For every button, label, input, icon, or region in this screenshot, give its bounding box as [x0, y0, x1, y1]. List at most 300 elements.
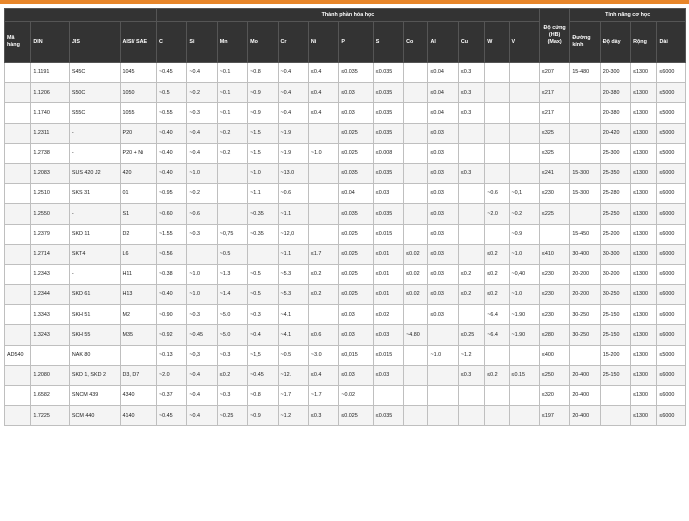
table-cell: [485, 63, 509, 83]
table-cell: 30-250: [570, 305, 600, 325]
table-cell: ~0.2: [509, 204, 539, 224]
table-cell: ~0.6: [278, 184, 308, 204]
table-cell: ~1.0: [509, 244, 539, 264]
table-cell: ~1.0: [187, 163, 217, 183]
table-cell: ~0.45: [156, 63, 186, 83]
table-cell: ≤0.3: [458, 83, 484, 103]
table-cell: ≤230: [539, 264, 569, 284]
col-element: W: [485, 22, 509, 63]
table-cell: ≤1300: [631, 63, 657, 83]
table-row: [5, 123, 686, 143]
table-cell: 1.2083: [31, 163, 70, 183]
table-row: [5, 244, 686, 264]
table-cell: ~0.60: [156, 204, 186, 224]
table-cell: [187, 244, 217, 264]
table-cell: [5, 406, 31, 426]
table-cell: [570, 83, 600, 103]
table-cell: 1.2343: [31, 264, 70, 284]
table-cell: ~0.90: [156, 305, 186, 325]
table-cell: ≤0.03: [339, 325, 373, 345]
table-cell: ≤6000: [657, 285, 686, 305]
table-cell: 4140: [120, 406, 156, 426]
table-row: [5, 103, 686, 123]
table-cell: 1.2344: [31, 285, 70, 305]
table-cell: ~1.0: [509, 285, 539, 305]
table-cell: 1.7225: [31, 406, 70, 426]
table-cell: [5, 264, 31, 284]
table-cell: ≤1300: [631, 143, 657, 163]
table-cell: ≤0.015: [373, 345, 403, 365]
table-cell: 30-200: [600, 264, 630, 284]
table-cell: ~0.40: [156, 143, 186, 163]
table-cell: [404, 204, 428, 224]
table-cell: SKH 55: [69, 325, 120, 345]
table-cell: [458, 184, 484, 204]
table-cell: 1.1206: [31, 83, 70, 103]
table-cell: M2: [120, 305, 156, 325]
table-cell: ~0.3: [217, 345, 247, 365]
table-row: [5, 63, 686, 83]
table-row: [5, 143, 686, 163]
table-cell: ≤0.2: [458, 285, 484, 305]
table-cell: S1: [120, 204, 156, 224]
table-cell: [509, 63, 539, 83]
table-header: [5, 9, 686, 63]
table-cell: ~0.3: [187, 305, 217, 325]
table-cell: 25-150: [600, 325, 630, 345]
table-cell: ≤0.04: [428, 83, 458, 103]
table-cell: ≤197: [539, 406, 569, 426]
table-cell: ≤230: [539, 285, 569, 305]
table-cell: [5, 285, 31, 305]
table-cell: ≤0.035: [339, 63, 373, 83]
table-row: [5, 345, 686, 365]
table-cell: ~0.35: [248, 204, 278, 224]
table-cell: ≤0.03: [373, 365, 403, 385]
table-cell: SKS 31: [69, 184, 120, 204]
table-cell: NAK 80: [69, 345, 120, 365]
table-cell: [458, 305, 484, 325]
table-cell: AD540: [5, 345, 31, 365]
table-cell: ~0.4: [187, 386, 217, 406]
table-row: [5, 406, 686, 426]
table-cell: ~1.2: [278, 406, 308, 426]
table-cell: ~1.9: [278, 143, 308, 163]
table-cell: [458, 224, 484, 244]
table-cell: ≤0.03: [373, 184, 403, 204]
table-cell: ≤0.03: [428, 244, 458, 264]
table-cell: [600, 406, 630, 426]
table-cell: ≤0.035: [373, 83, 403, 103]
table-cell: 20-300: [600, 63, 630, 83]
table-cell: ≤0.01: [373, 285, 403, 305]
table-cell: ~0,3: [187, 345, 217, 365]
table-cell: [428, 365, 458, 385]
table-cell: ≤6000: [657, 224, 686, 244]
table-cell: ≤1300: [631, 305, 657, 325]
table-cell: ≤241: [539, 163, 569, 183]
table-cell: ~0.4: [187, 123, 217, 143]
table-cell: 1.6582: [31, 386, 70, 406]
table-cell: ≤0.4: [308, 63, 338, 83]
table-cell: ~0.40: [156, 123, 186, 143]
table-cell: ≤0.01: [373, 244, 403, 264]
table-cell: 20-200: [570, 285, 600, 305]
table-cell: 15-200: [600, 345, 630, 365]
table-cell: S45C: [69, 63, 120, 83]
table-cell: 1.2080: [31, 365, 70, 385]
table-cell: [600, 386, 630, 406]
table-cell: ≤0.3: [458, 63, 484, 83]
table-cell: ~0.2: [187, 83, 217, 103]
table-cell: 420: [120, 163, 156, 183]
table-cell: [404, 365, 428, 385]
table-cell: ~6.4: [485, 305, 509, 325]
table-cell: ≤6000: [657, 184, 686, 204]
table-cell: ~0.5: [248, 285, 278, 305]
table-cell: ~1.5: [248, 143, 278, 163]
table-cell: [509, 143, 539, 163]
table-cell: SNCM 439: [69, 386, 120, 406]
table-cell: [458, 204, 484, 224]
col-diameter: Đường kính: [570, 22, 600, 63]
table-cell: ≤0.025: [339, 285, 373, 305]
table-cell: [485, 345, 509, 365]
table-cell: 20-380: [600, 83, 630, 103]
table-cell: 30-400: [570, 244, 600, 264]
table-cell: ≤325: [539, 123, 569, 143]
table-cell: [539, 224, 569, 244]
table-cell: 25-150: [600, 365, 630, 385]
col-thickness: Độ dày: [600, 22, 630, 63]
table-cell: H11: [120, 264, 156, 284]
table-cell: SKH 51: [69, 305, 120, 325]
table-cell: ~5.3: [278, 264, 308, 284]
table-cell: ≤0.03: [428, 123, 458, 143]
table-cell: D3, D7: [120, 365, 156, 385]
table-cell: ≤320: [539, 386, 569, 406]
table-cell: 1045: [120, 63, 156, 83]
table-cell: [217, 184, 247, 204]
table-cell: ~0.5: [217, 244, 247, 264]
table-cell: ≤230: [539, 184, 569, 204]
table-cell: 1.2510: [31, 184, 70, 204]
table-cell: [458, 406, 484, 426]
table-cell: ~5.0: [217, 305, 247, 325]
table-cell: ≤0.035: [339, 163, 373, 183]
table-cell: ≤1300: [631, 204, 657, 224]
table-cell: [485, 386, 509, 406]
table-cell: [404, 406, 428, 426]
table-cell: ≤6000: [657, 386, 686, 406]
table-cell: ~0.2: [187, 184, 217, 204]
table-cell: ~0.4: [248, 325, 278, 345]
col-element: Ni: [308, 22, 338, 63]
table-cell: ≤0.03: [339, 305, 373, 325]
table-cell: [509, 406, 539, 426]
table-cell: [5, 386, 31, 406]
col-element: Cu: [458, 22, 484, 63]
table-cell: ≤0.3: [458, 103, 484, 123]
table-cell: ≤5000: [657, 123, 686, 143]
table-cell: ~0.2: [217, 123, 247, 143]
table-cell: S50C: [69, 83, 120, 103]
table-cell: ~0.8: [248, 386, 278, 406]
table-cell: [5, 163, 31, 183]
table-cell: ≤0.2: [485, 285, 509, 305]
table-cell: P20: [120, 123, 156, 143]
table-cell: ~0.45: [187, 325, 217, 345]
table-row: [5, 386, 686, 406]
table-cell: ~0.45: [248, 365, 278, 385]
table-cell: ~0.9: [248, 406, 278, 426]
table-cell: ~0.3: [217, 386, 247, 406]
table-cell: P20 + Ni: [120, 143, 156, 163]
table-cell: [458, 386, 484, 406]
table-cell: [509, 345, 539, 365]
table-cell: 1.2379: [31, 224, 70, 244]
table-cell: ~0.38: [156, 264, 186, 284]
table-cell: ~1.0: [187, 285, 217, 305]
table-cell: ≤6000: [657, 163, 686, 183]
table-cell: ≤0.04: [339, 184, 373, 204]
table-cell: [308, 163, 338, 183]
table-cell: ≤0.03: [428, 224, 458, 244]
table-cell: 01: [120, 184, 156, 204]
table-cell: ≤0.4: [308, 103, 338, 123]
table-cell: ~0.4: [187, 406, 217, 426]
table-cell: ≤0.3: [458, 163, 484, 183]
table-cell: ≤1.7: [308, 244, 338, 264]
table-cell: ~0.8: [248, 63, 278, 83]
table-cell: ~0.95: [156, 184, 186, 204]
steel-spec-table: [4, 8, 686, 426]
table-cell: ≤6000: [657, 305, 686, 325]
table-cell: [5, 83, 31, 103]
table-cell: [404, 63, 428, 83]
table-cell: ~1.90: [509, 325, 539, 345]
table-cell: ≤6000: [657, 406, 686, 426]
table-cell: 1.2550: [31, 204, 70, 224]
table-cell: ≤6000: [657, 204, 686, 224]
table-cell: ~4.1: [278, 325, 308, 345]
col-element: P: [339, 22, 373, 63]
table-cell: 20-400: [570, 406, 600, 426]
table-cell: 25-350: [600, 163, 630, 183]
table-cell: [485, 83, 509, 103]
table-cell: SCM 440: [69, 406, 120, 426]
table-cell: ~1.1: [248, 184, 278, 204]
table-cell: ~1,5: [248, 345, 278, 365]
table-cell: [5, 204, 31, 224]
table-cell: [217, 163, 247, 183]
table-cell: 25-250: [600, 204, 630, 224]
table-cell: -: [69, 204, 120, 224]
table-cell: ≤280: [539, 325, 569, 345]
table-cell: [5, 123, 31, 143]
table-cell: ≤217: [539, 103, 569, 123]
table-cell: ~5.0: [217, 325, 247, 345]
table-cell: [373, 386, 403, 406]
table-cell: [509, 163, 539, 183]
table-cell: ≤0.035: [373, 103, 403, 123]
table-cell: ≤6000: [657, 365, 686, 385]
table-cell: ≤6000: [657, 264, 686, 284]
table-cell: ~1.90: [509, 305, 539, 325]
table-cell: ≤0.04: [428, 103, 458, 123]
table-cell: ~1.3: [217, 264, 247, 284]
table-row: [5, 365, 686, 385]
table-cell: ≤0.03: [339, 365, 373, 385]
table-cell: ≤1300: [631, 325, 657, 345]
table-cell: ≤5000: [657, 83, 686, 103]
table-cell: ≤0.4: [308, 365, 338, 385]
table-cell: [120, 345, 156, 365]
table-cell: ~1.7: [278, 386, 308, 406]
table-cell: ≤0.03: [339, 83, 373, 103]
table-cell: ≤0.01: [373, 264, 403, 284]
col-element: Si: [187, 22, 217, 63]
table-cell: ~0.35: [248, 224, 278, 244]
table-cell: ≤0.008: [373, 143, 403, 163]
table-cell: [217, 204, 247, 224]
table-cell: ~0.3: [248, 305, 278, 325]
table-cell: [404, 103, 428, 123]
table-cell: ~1.1: [278, 244, 308, 264]
table-cell: ≤0.4: [308, 83, 338, 103]
table-cell: ≤325: [539, 143, 569, 163]
table-cell: ~1.5: [248, 123, 278, 143]
table-cell: [570, 123, 600, 143]
table-cell: ~0.5: [278, 345, 308, 365]
table-cell: [5, 184, 31, 204]
table-cell: ~0,1: [509, 184, 539, 204]
table-cell: [308, 204, 338, 224]
table-cell: ≤225: [539, 204, 569, 224]
table-body: [5, 63, 686, 426]
table-cell: ≤0.025: [339, 406, 373, 426]
table-cell: ≤5000: [657, 143, 686, 163]
table-cell: [428, 325, 458, 345]
table-cell: ≤0.2: [217, 365, 247, 385]
table-cell: 20-400: [570, 365, 600, 385]
header-accent-bar: [0, 0, 689, 4]
table-cell: ≤0.25: [458, 325, 484, 345]
table-cell: ~1.9: [278, 123, 308, 143]
table-cell: ~0.4: [187, 143, 217, 163]
table-cell: ~1.0: [428, 345, 458, 365]
group-chemical-composition: Thành phần hóa học: [156, 9, 539, 22]
table-cell: ~0.9: [248, 103, 278, 123]
table-cell: ≤0.6: [308, 325, 338, 345]
table-cell: ≤0.03: [428, 204, 458, 224]
table-cell: ≤0.04: [428, 63, 458, 83]
table-cell: S55C: [69, 103, 120, 123]
table-cell: L6: [120, 244, 156, 264]
table-cell: ≤1300: [631, 103, 657, 123]
table-cell: ≤1300: [631, 345, 657, 365]
table-cell: [485, 163, 509, 183]
table-cell: ~12,0: [278, 224, 308, 244]
table-cell: D2: [120, 224, 156, 244]
table-cell: [570, 345, 600, 365]
table-cell: ~0.9: [248, 83, 278, 103]
table-cell: 25-300: [600, 143, 630, 163]
table-cell: ≤0.02: [404, 244, 428, 264]
table-cell: [5, 63, 31, 83]
table-cell: [5, 244, 31, 264]
table-cell: ≤1300: [631, 406, 657, 426]
table-cell: SUS 420 J2: [69, 163, 120, 183]
table-cell: ≤0.035: [373, 123, 403, 143]
table-cell: ≤0.2: [485, 365, 509, 385]
table-cell: [404, 143, 428, 163]
table-cell: 15-480: [570, 63, 600, 83]
table-cell: ~0.3: [187, 224, 217, 244]
table-cell: H13: [120, 285, 156, 305]
table-cell: [5, 224, 31, 244]
table-cell: [404, 386, 428, 406]
col-hardness: Độ cứng (HB) (Max): [539, 9, 569, 63]
table-cell: ~0.5: [248, 264, 278, 284]
table-cell: ≤0.2: [485, 244, 509, 264]
table-cell: ~0.3: [187, 103, 217, 123]
table-cell: ~5.3: [278, 285, 308, 305]
table-cell: [404, 123, 428, 143]
table-cell: ~12.: [278, 365, 308, 385]
table-cell: ~0.40: [156, 285, 186, 305]
table-cell: ≤1300: [631, 123, 657, 143]
table-cell: ~2.0: [485, 204, 509, 224]
table-cell: [404, 224, 428, 244]
table-cell: ~0.37: [156, 386, 186, 406]
table-cell: ≤0.03: [428, 143, 458, 163]
table-cell: ≤0.015: [373, 224, 403, 244]
table-cell: 30-250: [600, 285, 630, 305]
table-cell: ~0.56: [156, 244, 186, 264]
table-cell: [5, 365, 31, 385]
col-element: S: [373, 22, 403, 63]
table-row: [5, 184, 686, 204]
col-element: Cr: [278, 22, 308, 63]
table-cell: ≤5000: [657, 103, 686, 123]
table-cell: ≤250: [539, 365, 569, 385]
table-cell: [404, 163, 428, 183]
table-cell: ≤0.025: [339, 143, 373, 163]
table-cell: 1.2714: [31, 244, 70, 264]
table-cell: ~0.6: [187, 204, 217, 224]
col-ms: Mã hàng: [5, 22, 31, 63]
table-cell: 1.3343: [31, 305, 70, 325]
table-cell: 1050: [120, 83, 156, 103]
table-cell: -: [69, 123, 120, 143]
table-cell: [404, 345, 428, 365]
table-cell: 1.1740: [31, 103, 70, 123]
col-element: Mo: [248, 22, 278, 63]
table-cell: ≤0.03: [428, 184, 458, 204]
table-cell: ≤0.3: [458, 365, 484, 385]
table-cell: ~0.40: [156, 163, 186, 183]
table-cell: ≤1300: [631, 163, 657, 183]
table-cell: ~0.4: [187, 365, 217, 385]
table-cell: [485, 103, 509, 123]
table-cell: ~3.0: [308, 345, 338, 365]
table-cell: ≤0.2: [458, 264, 484, 284]
table-cell: [404, 83, 428, 103]
table-cell: [570, 204, 600, 224]
table-cell: ~0.02: [339, 386, 373, 406]
col-din: DIN: [31, 22, 70, 63]
